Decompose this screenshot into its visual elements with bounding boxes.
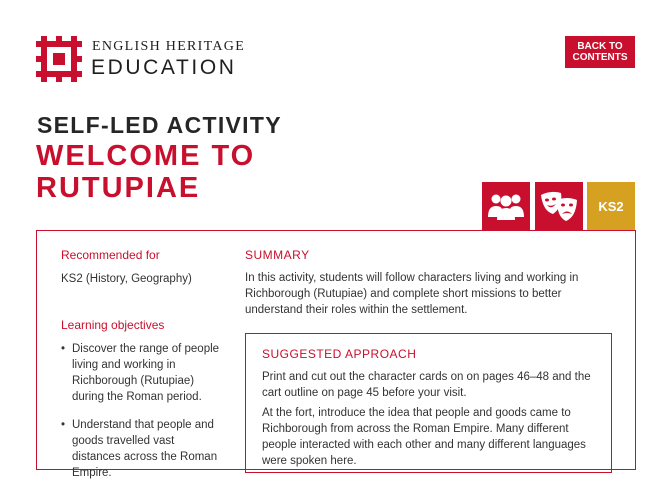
group-activity-badge	[482, 182, 530, 230]
key-stage-badge: KS2	[587, 182, 635, 230]
summary-text: In this activity, students will follow characters living and working in Richborough (Rutupiae) and complete short missions to better understand their roles within the settlement.	[245, 272, 579, 316]
recommended-heading: Recommended for	[61, 248, 160, 262]
group-people-icon	[487, 191, 525, 221]
page-title: WELCOME TO RUTUPIAE	[36, 140, 256, 204]
approach-paragraph-1: Print and cut out the character cards on on pages 46–48 and the cart outline on page 45 before your visit.	[262, 371, 591, 399]
summary-heading: SUMMARY	[245, 248, 310, 262]
drama-masks-icon	[539, 189, 579, 223]
back-to-contents-button[interactable]: BACK TO CONTENTS	[565, 36, 635, 68]
objectives-list	[61, 341, 221, 493]
list-item: • Discover the range of people living and working in Richborough (Rutupiae) during the Roman period.	[61, 341, 221, 405]
objectives-heading: Learning objectives	[61, 318, 165, 332]
brand-name: ENGLISH HERITAGE	[92, 39, 246, 54]
approach-paragraph-2: At the fort, introduce the idea that people and goods came to Richborough from across the Roman Empire. Many different people interacted with each other and many different languages were spoken here.	[262, 407, 586, 467]
recommended-text: KS2 (History, Geography)	[61, 273, 192, 285]
english-heritage-logo-icon	[36, 36, 82, 82]
list-item: • Understand that people and goods travelled vast distances across the Roman Empire.	[61, 417, 221, 481]
activity-kicker: SELF-LED ACTIVITY	[37, 112, 282, 138]
drama-badge	[535, 182, 583, 230]
approach-heading: SUGGESTED APPROACH	[262, 347, 417, 361]
brand-education: EDUCATION	[91, 56, 237, 79]
